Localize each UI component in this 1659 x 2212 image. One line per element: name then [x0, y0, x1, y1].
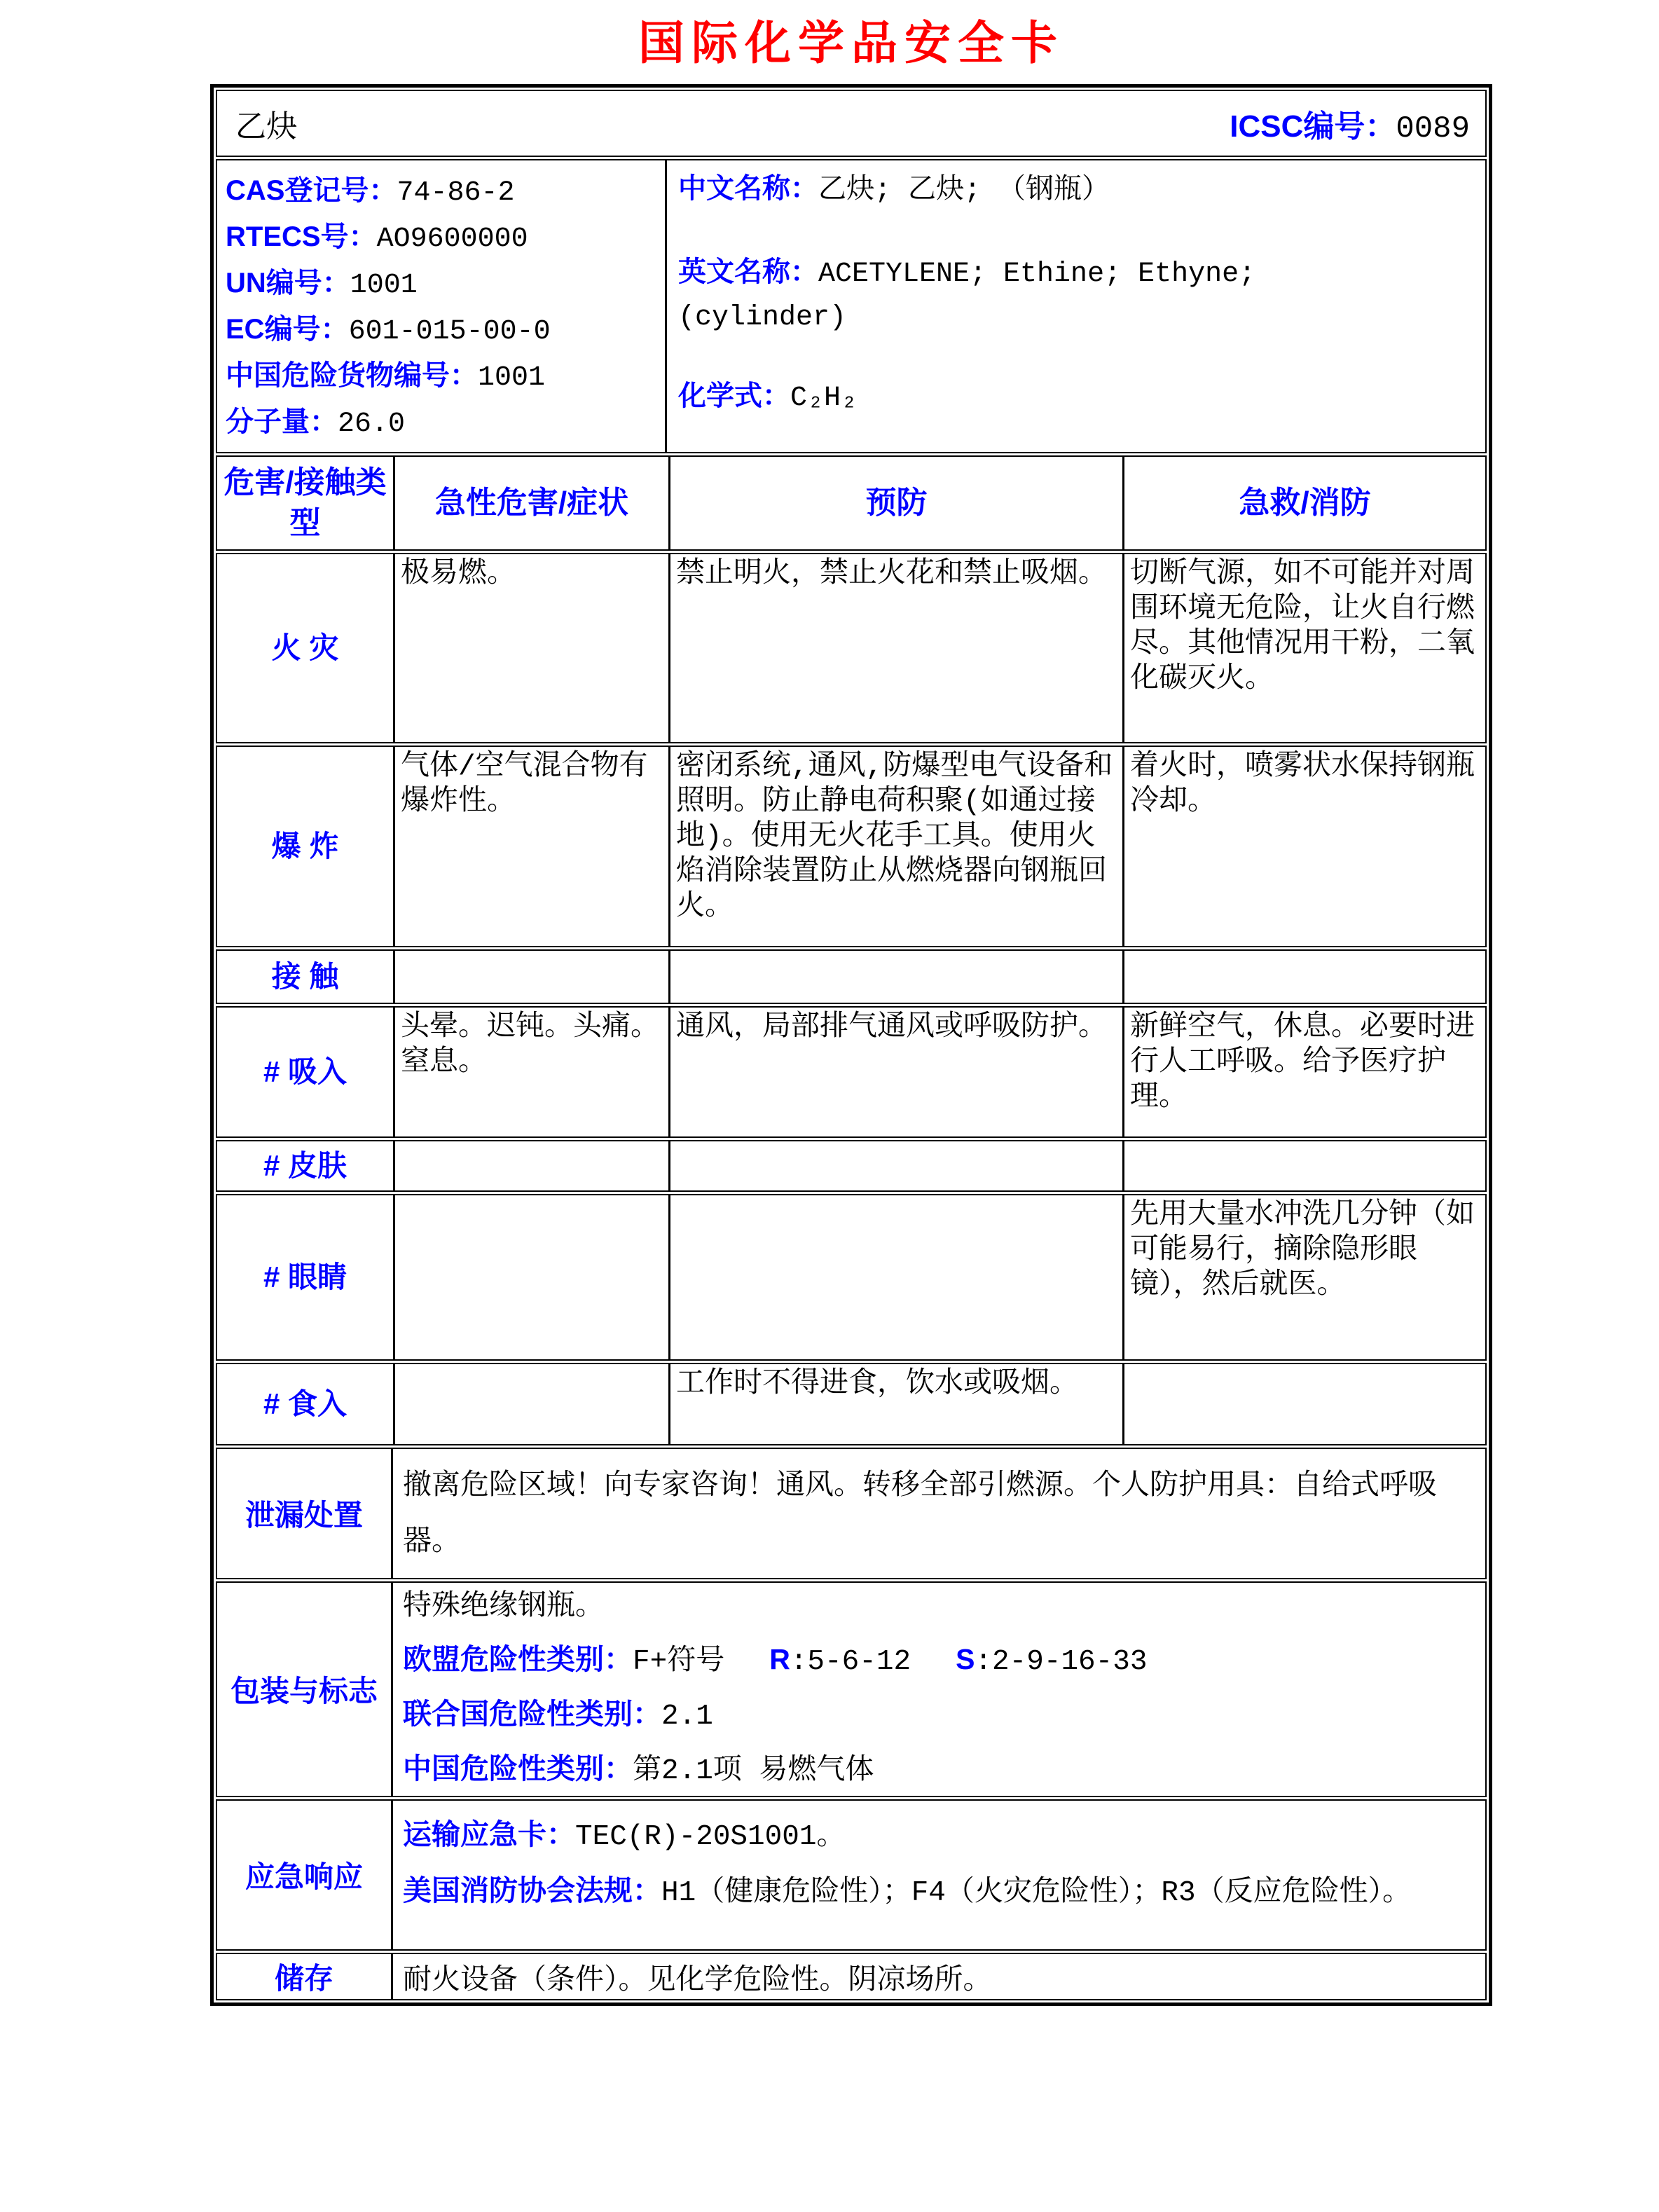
- eyes-response: 先用大量水冲洗几分钟（如可能易行，摘除隐形眼镜），然后就医。: [1122, 1195, 1485, 1359]
- ingestion-prevention: 工作时不得进食，饮水或吸烟。: [668, 1364, 1122, 1444]
- china-dg-value: 1001: [478, 362, 546, 394]
- spill-disposal-label: 泄漏处置: [217, 1449, 393, 1578]
- un-hazard-class-line: [403, 1696, 1475, 1734]
- eu-hazard-class-value: F+符号: [633, 1646, 725, 1678]
- rtecs-value: AO9600000: [376, 224, 528, 255]
- cas-label: CAS登记号：: [226, 175, 397, 206]
- storage-section: [216, 1953, 1487, 2000]
- ec-label: EC编号：: [226, 314, 349, 345]
- icsc-number-group: [1230, 101, 1470, 146]
- ingestion-label: # 食入: [263, 1387, 347, 1420]
- fire-prevention: 禁止明火，禁止火花和禁止吸烟。: [668, 554, 1122, 742]
- spill-disposal-text: 撤离危险区域！向专家咨询！通风。转移全部引燃源。个人防护用具：自给式呼吸器。: [403, 1471, 1437, 1559]
- chinese-name-line: [678, 169, 1478, 211]
- china-hazard-class-line: [403, 1751, 1475, 1789]
- ec-number-line: [226, 308, 659, 354]
- skin-response: [1122, 1141, 1485, 1190]
- explosion-response: 着火时，喷雾状水保持钢瓶冷却。: [1122, 747, 1485, 946]
- hazard-row-skin: [216, 1140, 1487, 1192]
- s-phrases-label: S: [956, 1643, 975, 1675]
- formula-line: [678, 376, 1478, 418]
- mol-weight-line: [226, 400, 659, 446]
- inhalation-symptoms: 头晕。迟钝。头痛。窒息。: [393, 1008, 668, 1136]
- explosion-label: 爆 炸: [271, 830, 339, 863]
- emergency-response-label: 应急响应: [217, 1801, 393, 1949]
- un-hazard-class-value: 2.1: [661, 1701, 713, 1733]
- icsc-card: [210, 84, 1492, 2006]
- skin-prevention: [668, 1141, 1122, 1190]
- header-first-aid: 急救/消防: [1122, 457, 1485, 549]
- english-name-value: ACETYLENE; Ethine; Ethyne; (cylinder): [678, 259, 1256, 334]
- rtecs-label: RTECS号：: [226, 221, 377, 252]
- contact-symptoms: [393, 951, 668, 1003]
- header-prevention: 预防: [668, 457, 1122, 549]
- packaging-cylinder-note: 特殊绝缘钢瓶。: [403, 1591, 604, 1623]
- emergency-response-section: [216, 1799, 1487, 1951]
- rtecs-number-line: [226, 215, 659, 261]
- nfpa-code-label: 美国消防协会法规：: [403, 1874, 661, 1907]
- transport-emergency-card-value: TEC(R)-20S1001。: [575, 1821, 846, 1853]
- storage-text: 耐火设备（条件）。见化学危险性。阴凉场所。: [403, 1965, 992, 1998]
- substance-name: 乙炔: [235, 109, 297, 144]
- packaging-label: 包装与标志: [217, 1583, 393, 1796]
- hazard-row-contact: [216, 949, 1487, 1004]
- inhalation-response: 新鲜空气，休息。必要时进行人工呼吸。给予医疗护理。: [1122, 1008, 1485, 1136]
- explosion-symptoms: 气体/空气混合物有爆炸性。: [393, 747, 668, 946]
- card-header-row: [216, 90, 1487, 157]
- eyes-label: # 眼睛: [263, 1260, 347, 1293]
- chinese-name-label: 中文名称：: [678, 173, 818, 204]
- eu-hazard-class-label: 欧盟危险性类别：: [403, 1643, 633, 1675]
- s-phrases-value: :2-9-16-33: [975, 1646, 1148, 1678]
- hazard-table-header: [216, 455, 1487, 551]
- eyes-prevention: [668, 1195, 1122, 1359]
- icsc-number: 0089: [1396, 111, 1470, 146]
- skin-label: # 皮肤: [263, 1149, 347, 1182]
- storage-label: 储存: [217, 1954, 393, 1999]
- spill-disposal-section: [216, 1448, 1487, 1579]
- cas-value: 74-86-2: [397, 177, 515, 209]
- eu-hazard-class-line: [403, 1642, 1475, 1679]
- un-number-line: [226, 261, 659, 308]
- mol-weight-value: 26.0: [338, 408, 406, 440]
- english-name-line: [678, 252, 1379, 338]
- ingestion-response: [1122, 1364, 1485, 1444]
- china-dg-number-line: [226, 354, 659, 400]
- formula-label: 化学式：: [678, 380, 790, 411]
- header-hazard-type: 危害/接触类型: [223, 465, 387, 540]
- fire-label: 火 灾: [271, 631, 339, 664]
- page-title: 国际化学品安全卡: [638, 17, 1064, 69]
- hazard-row-ingestion: [216, 1363, 1487, 1445]
- inhalation-label: # 吸入: [263, 1055, 347, 1088]
- skin-symptoms: [393, 1141, 668, 1190]
- eyes-symptoms: [393, 1195, 668, 1359]
- r-phrases-value: :5-6-12: [790, 1646, 911, 1678]
- fire-response: 切断气源，如不可能并对周围环境无危险，让火自行燃尽。其他情况用干粉，二氧化碳灭火。: [1122, 554, 1485, 742]
- ingestion-symptoms: [393, 1364, 668, 1444]
- nfpa-code-value: H1（健康危险性）；F4（火灾危险性）；R3（反应危险性）。: [661, 1877, 1412, 1909]
- nfpa-code-line: [403, 1864, 1475, 1920]
- transport-emergency-card-line: [403, 1808, 1475, 1864]
- hazard-row-fire: [216, 553, 1487, 743]
- icsc-label: ICSC编号：: [1230, 109, 1396, 144]
- formula-value: C₂H₂: [790, 383, 858, 414]
- contact-prevention: [668, 951, 1122, 1003]
- explosion-prevention: 密闭系统,通风,防爆型电气设备和照明。防止静电荷积聚(如通过接地)。使用无火花手工具。使用火焰消除装置防止从燃烧器向钢瓶回火。: [668, 747, 1122, 946]
- contact-label: 接 触: [271, 960, 339, 993]
- ec-value: 601-015-00-0: [348, 316, 551, 348]
- un-hazard-class-label: 联合国危险性类别：: [403, 1698, 661, 1730]
- hazard-row-explosion: [216, 746, 1487, 947]
- china-hazard-class-value: 第2.1项 易燃气体: [633, 1755, 874, 1787]
- identification-section: [216, 159, 1487, 453]
- chinese-name-value: 乙炔; 乙炔; （钢瓶）: [818, 175, 1110, 207]
- un-label: UN编号：: [226, 268, 350, 298]
- china-hazard-class-label: 中国危险性类别：: [403, 1752, 633, 1785]
- contact-response: [1122, 951, 1485, 1003]
- hazard-row-inhalation: [216, 1006, 1487, 1138]
- hazard-row-eyes: [216, 1194, 1487, 1361]
- fire-symptoms: 极易燃。: [393, 554, 668, 742]
- packaging-section: [216, 1581, 1487, 1797]
- cas-number-line: [226, 169, 659, 215]
- name-column: [667, 160, 1485, 452]
- inhalation-prevention: 通风，局部排气通风或呼吸防护。: [668, 1008, 1122, 1136]
- english-name-label: 英文名称：: [678, 256, 818, 287]
- identifier-column: [217, 160, 667, 452]
- transport-emergency-card-label: 运输应急卡：: [403, 1818, 575, 1850]
- packaging-content: [393, 1583, 1485, 1796]
- china-dg-label: 中国危险货物编号：: [226, 360, 478, 391]
- header-symptoms: 急性危害/症状: [393, 457, 668, 549]
- r-phrases-label: R: [769, 1643, 790, 1675]
- un-value: 1001: [350, 270, 418, 301]
- mol-weight-label: 分子量：: [226, 406, 338, 437]
- emergency-response-content: [393, 1801, 1485, 1949]
